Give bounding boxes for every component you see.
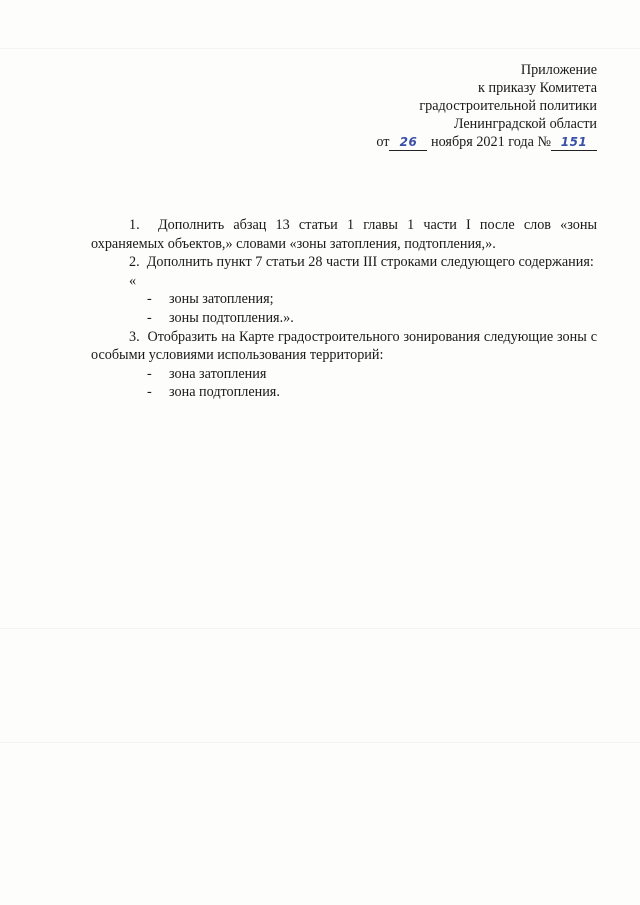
item-3-sub-1 (91, 365, 597, 384)
item-3-number: 3. (129, 328, 140, 345)
handwritten-order-number: 151 (560, 135, 588, 149)
item-3-text: Отобразить на Карте градостроительного зонирования следующие зоны с особыми условиями использования территорий: (91, 328, 597, 364)
item-1 (91, 216, 597, 253)
item-1-text: Дополнить абзац 13 статьи 1 главы 1 части I после слов «зоны охраняемых объектов,» словами «зоны затопления, подтопления,». (91, 217, 597, 252)
date-month-year: ноября 2021 года № (431, 134, 551, 150)
item-3-sub-2 (91, 383, 597, 402)
item-3 (91, 328, 597, 365)
dash-mark: - (147, 291, 152, 308)
scan-artifact (0, 628, 640, 629)
item-2-number: 2. (129, 254, 140, 271)
header-line-appendix: Приложение (520, 62, 597, 78)
scan-artifact (0, 48, 640, 49)
item-2-sub-1-text: зоны затопления; (169, 291, 274, 308)
quote-open-mark: « (129, 272, 137, 289)
header-line-committee: градостроительной политики (419, 98, 597, 114)
dash-mark: - (147, 384, 152, 401)
header-line-region: Ленинградской области (453, 116, 597, 132)
item-3-sub-2-text: зона подтопления. (169, 384, 280, 401)
date-prefix: от (376, 134, 390, 150)
item-2 (91, 253, 597, 272)
handwritten-day: 26 (399, 135, 418, 149)
item-2-sub-1 (91, 290, 597, 309)
header-date-line (297, 133, 597, 151)
item-2-text: Дополнить пункт 7 статьи 28 части III строками следующего содержания: (146, 254, 594, 271)
dash-mark: - (147, 309, 152, 326)
scan-artifact (0, 742, 640, 743)
document-body (91, 216, 597, 402)
dash-mark: - (147, 365, 152, 382)
item-2-sub-2-text: зоны подтопления.». (169, 309, 294, 326)
item-3-sub-1-text: зона затопления (169, 365, 267, 382)
date-day-field (389, 135, 427, 151)
item-2-sub-2 (91, 309, 597, 328)
item-1-number: 1. (129, 217, 140, 233)
header-line-order: к приказу Комитета (478, 80, 597, 96)
order-number-field (551, 135, 597, 151)
appendix-header (297, 61, 597, 151)
